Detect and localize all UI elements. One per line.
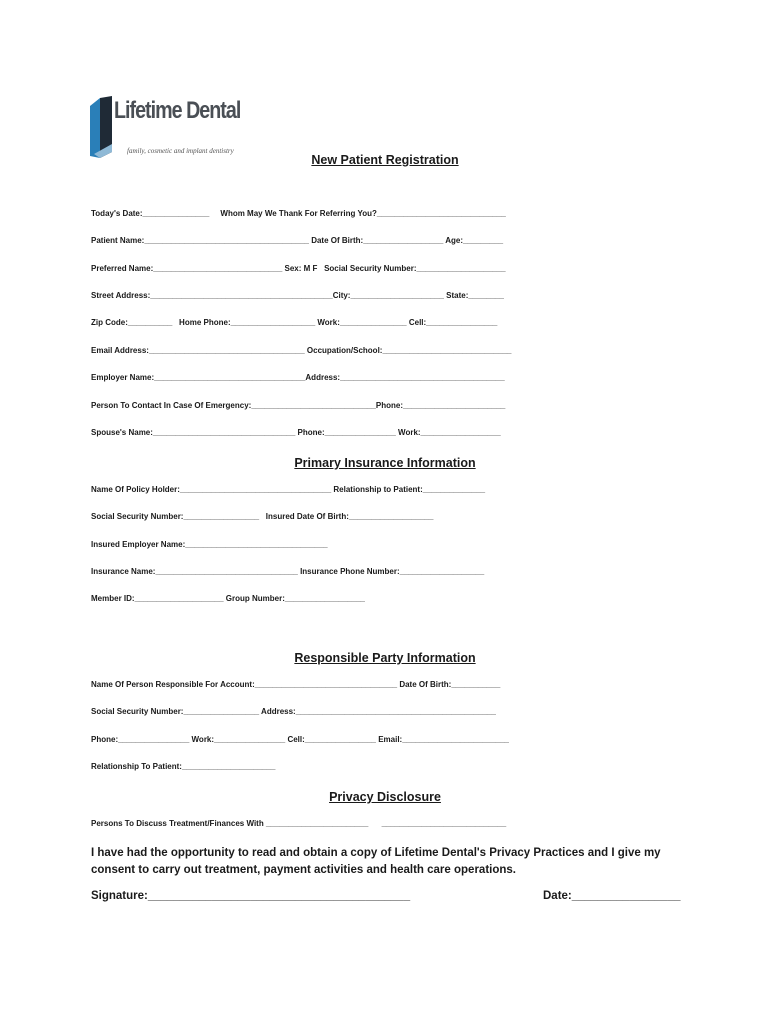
- responsible-party-heading: Responsible Party Information: [294, 651, 476, 665]
- form-line-todays-date[interactable]: Today's Date:_______________ Whom May We Thank For Referring You?_____________________________: [91, 209, 506, 218]
- form-line-relationship[interactable]: Relationship To Patient:_____________________: [91, 762, 276, 771]
- form-line-emergency-contact[interactable]: Person To Contact In Case Of Emergency:____________________________Phone:_______________________: [91, 401, 506, 410]
- signature-field[interactable]: Signature:_________________________________________: [91, 890, 411, 902]
- form-line-insurance-name[interactable]: Insurance Name:________________________________ Insurance Phone Number:___________________: [91, 567, 485, 576]
- logo-name: Lifetime Dental: [114, 97, 241, 124]
- form-line-zip-code[interactable]: Zip Code:__________ Home Phone:___________________ Work:_______________ Cell:________________: [91, 318, 498, 327]
- form-line-email-address[interactable]: Email Address:___________________________________ Occupation/School:_____________________________: [91, 346, 512, 355]
- form-line-insured-employer[interactable]: Insured Employer Name:________________________________: [91, 540, 328, 549]
- form-line-spouse-name[interactable]: Spouse's Name:________________________________ Phone:________________ Work:__________________: [91, 428, 501, 437]
- primary-insurance-heading: Primary Insurance Information: [294, 456, 476, 470]
- form-line-insured-ssn[interactable]: Social Security Number:_________________ Insured Date Of Birth:___________________: [91, 512, 434, 521]
- privacy-disclosure-heading: Privacy Disclosure: [329, 790, 441, 804]
- form-line-patient-name[interactable]: Patient Name:_____________________________________ Date Of Birth:__________________ Age:_________: [91, 236, 504, 245]
- form-line-street-address[interactable]: Street Address:_________________________________________City:_____________________ State:________: [91, 291, 504, 300]
- form-line-responsible-person[interactable]: Name Of Person Responsible For Account:________________________________ Date Of Birth:___________: [91, 680, 501, 689]
- signature-date-field[interactable]: Date:_________________: [543, 890, 681, 902]
- form-line-preferred-name[interactable]: Preferred Name:_____________________________ Sex: M F Social Security Number:____________________: [91, 264, 506, 273]
- form-line-member-id[interactable]: Member ID:____________________ Group Number:__________________: [91, 594, 365, 603]
- form-line-employer-name[interactable]: Employer Name:__________________________________Address:_____________________________________: [91, 373, 505, 382]
- form-line-responsible-ssn[interactable]: Social Security Number:_________________ Address:_____________________________________________: [91, 707, 496, 716]
- form-line-policy-holder[interactable]: Name Of Policy Holder:__________________________________ Relationship to Patient:______________: [91, 485, 486, 494]
- form-line-responsible-phone[interactable]: Phone:________________ Work:________________ Cell:________________ Email:________________________: [91, 735, 509, 744]
- logo-tagline: family, cosmetic and implant dentistry: [127, 147, 234, 155]
- form-line-persons-to-discuss[interactable]: Persons To Discuss Treatment/Finances With _______________________ ____________________________: [91, 819, 507, 828]
- form-title: New Patient Registration: [311, 153, 459, 167]
- privacy-consent-text: I have had the opportunity to read and obtain a copy of Lifetime Dental's Privacy Practices and I give my consent to carry out treatment, payment activities and health care operations.: [91, 847, 661, 876]
